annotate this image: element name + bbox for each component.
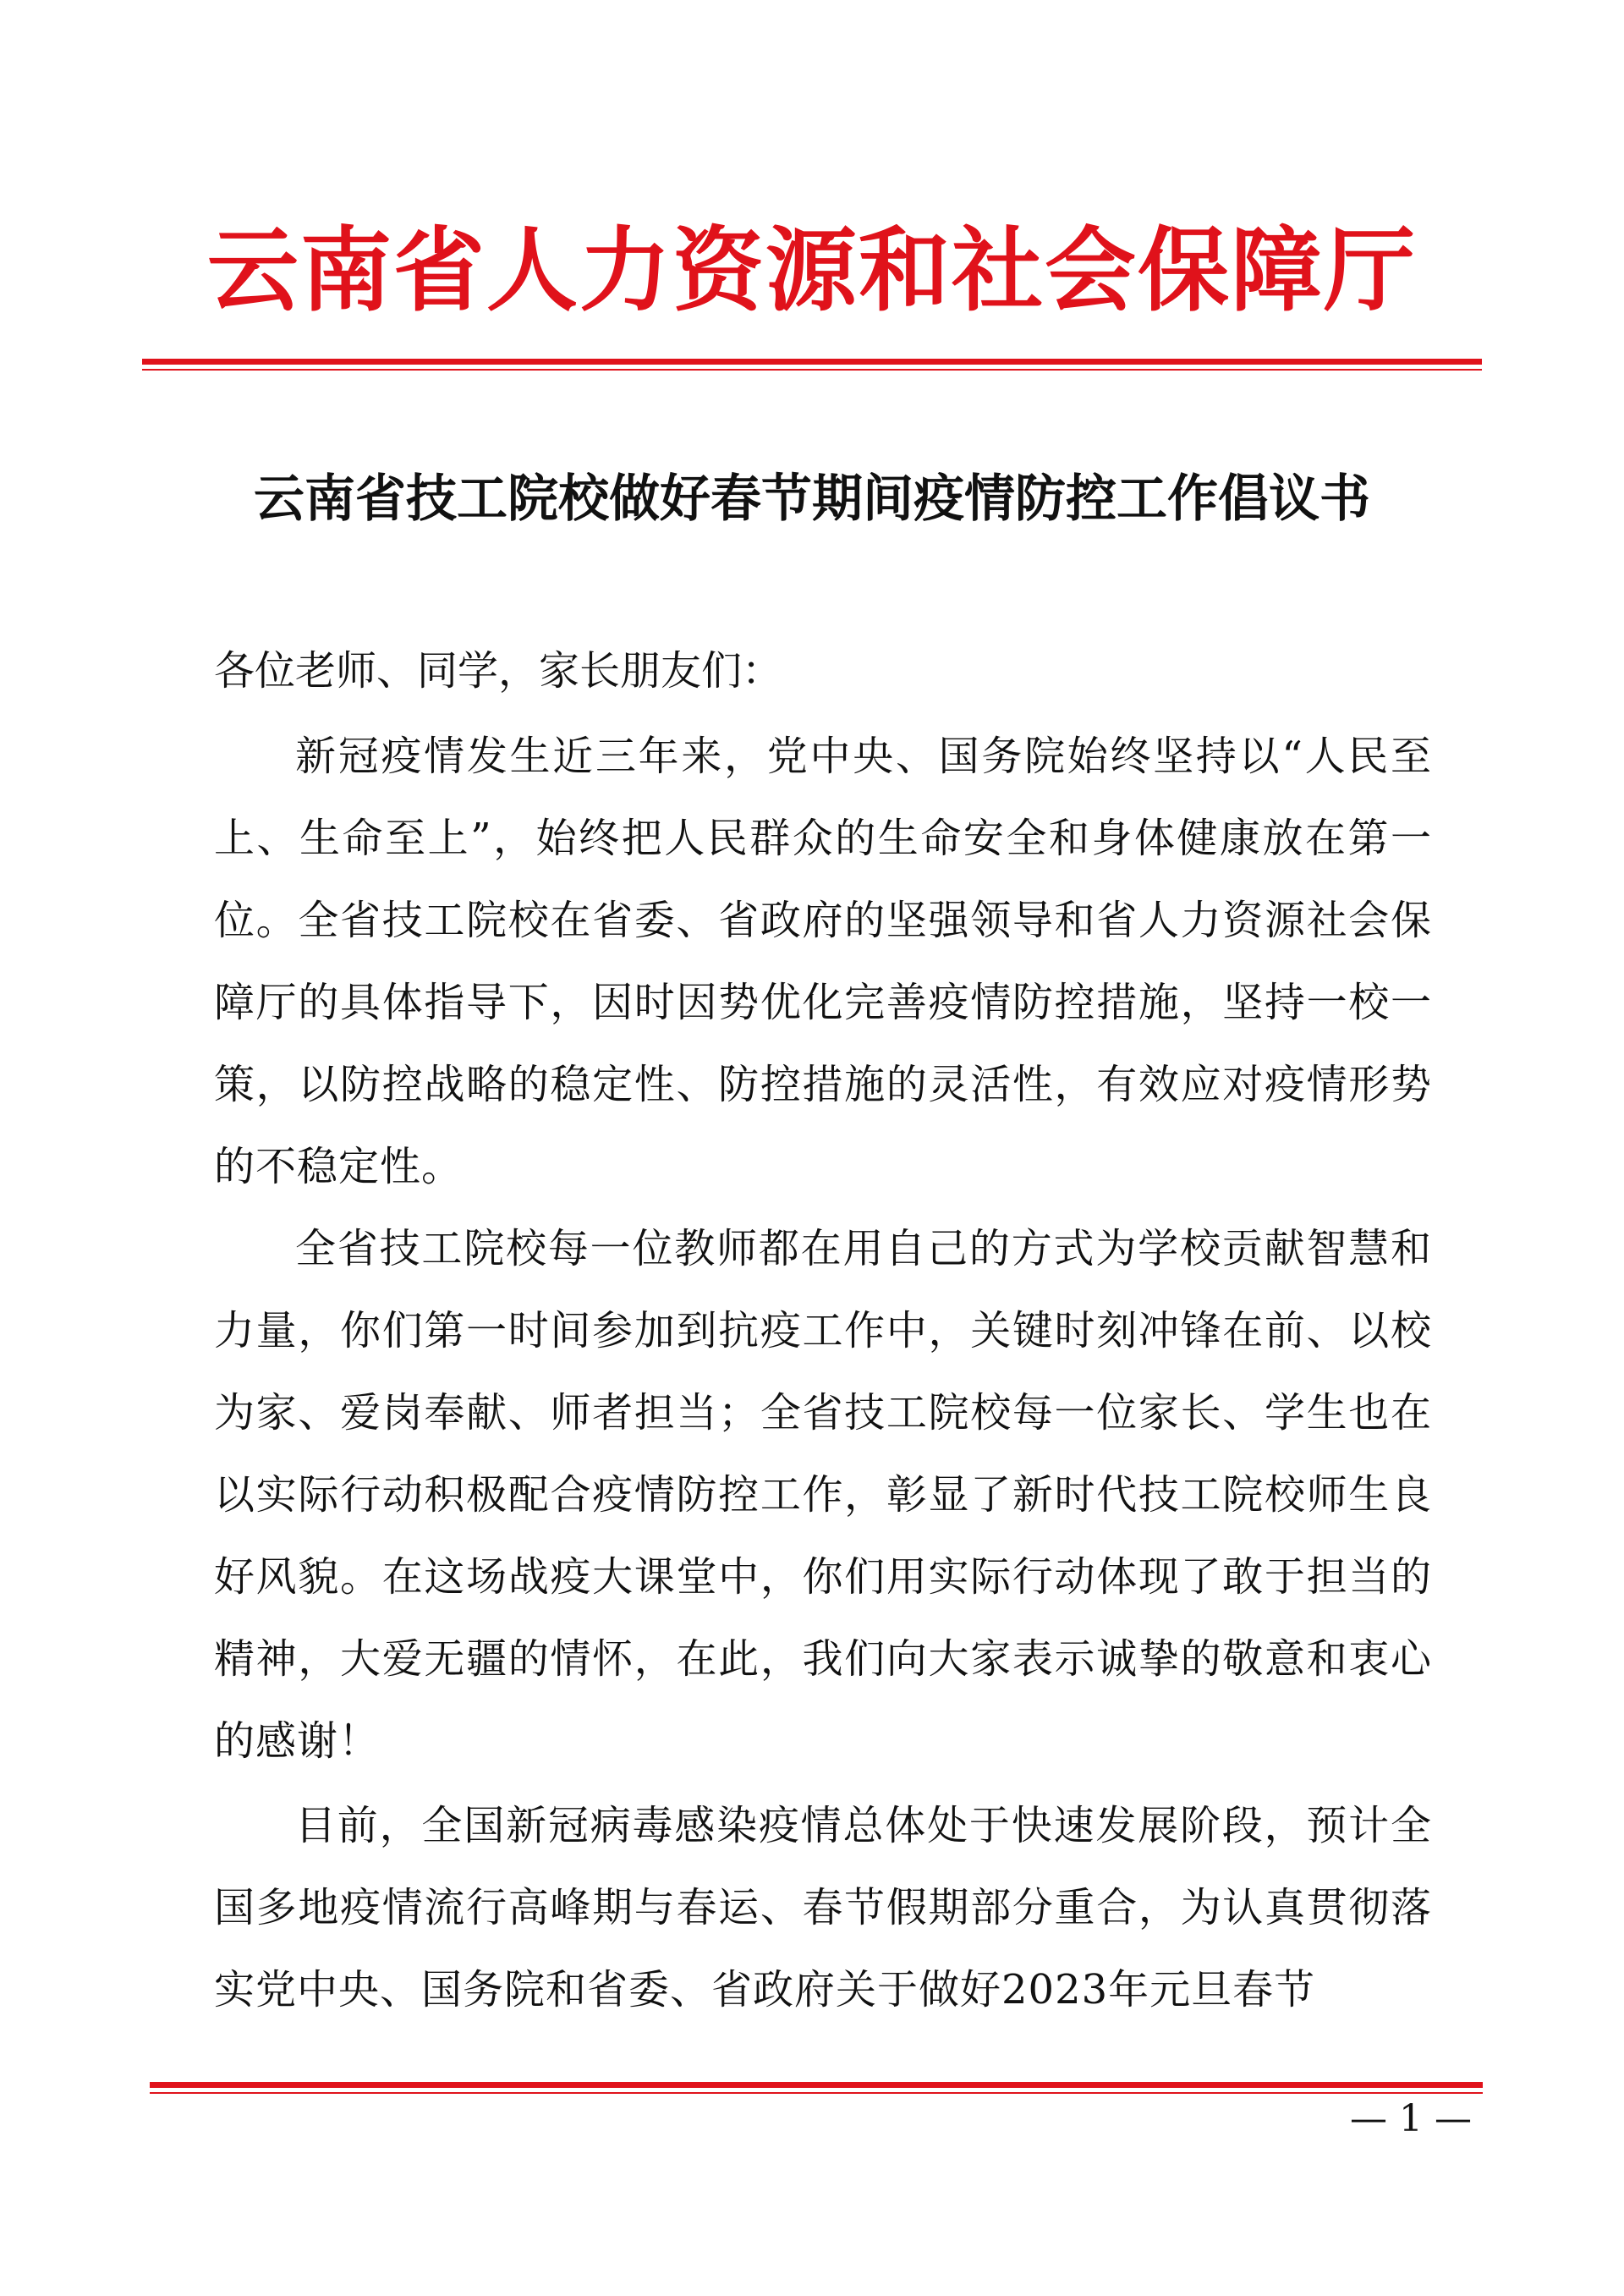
page-number: — 1 —: [1350, 2097, 1472, 2140]
document-title: 云南省技工院校做好春节期间疫情防控工作倡议书: [254, 470, 1370, 529]
letterhead-title: 云南省人力资源和社会保障厅: [206, 217, 1417, 324]
body-paragraph-3: 目前，全国新冠病毒感染疫情总体处于快速发展阶段，预计全国多地疫情流行高峰期与春运、春节假期部分重合，为认真贯彻落实党中央、国务院和省委、省政府关于做好2023年元旦春节: [214, 1802, 1432, 2013]
salutation: 各位老师、同学，家长朋友们：: [214, 647, 783, 695]
letterhead-divider-thick: [142, 359, 1482, 365]
footer-divider-thick: [150, 2082, 1483, 2088]
body-paragraph-1: 新冠疫情发生近三年来，党中央、国务院始终坚持以“人民至上、生命至上”，始终把人民群众的生命安全和身体健康放在第一位。全省技工院校在省委、省政府的坚强领导和省人力资源社会保障厅的具体指导下，因时因势优化完善疫情防控措施，坚持一校一策，以防控战略的稳定性、防控措施的灵活性，有效应对疫情形势的不稳定性。: [214, 733, 1432, 1190]
letterhead-divider-thin: [142, 369, 1482, 371]
body-paragraph-2: 全省技工院校每一位教师都在用自己的方式为学校贡献智慧和力量，你们第一时间参加到抗疫工作中，关键时刻冲锋在前、以校为家、爱岗奉献、师者担当；全省技工院校每一位家长、学生也在以实际行动积极配合疫情防控工作，彰显了新时代技工院校师生良好风貌。在这场战疫大课堂中，你们用实际行动体现了敢于担当的精神，大爱无疆的情怀，在此，我们向大家表示诚挚的敬意和衷心的感谢！: [214, 1225, 1432, 1765]
